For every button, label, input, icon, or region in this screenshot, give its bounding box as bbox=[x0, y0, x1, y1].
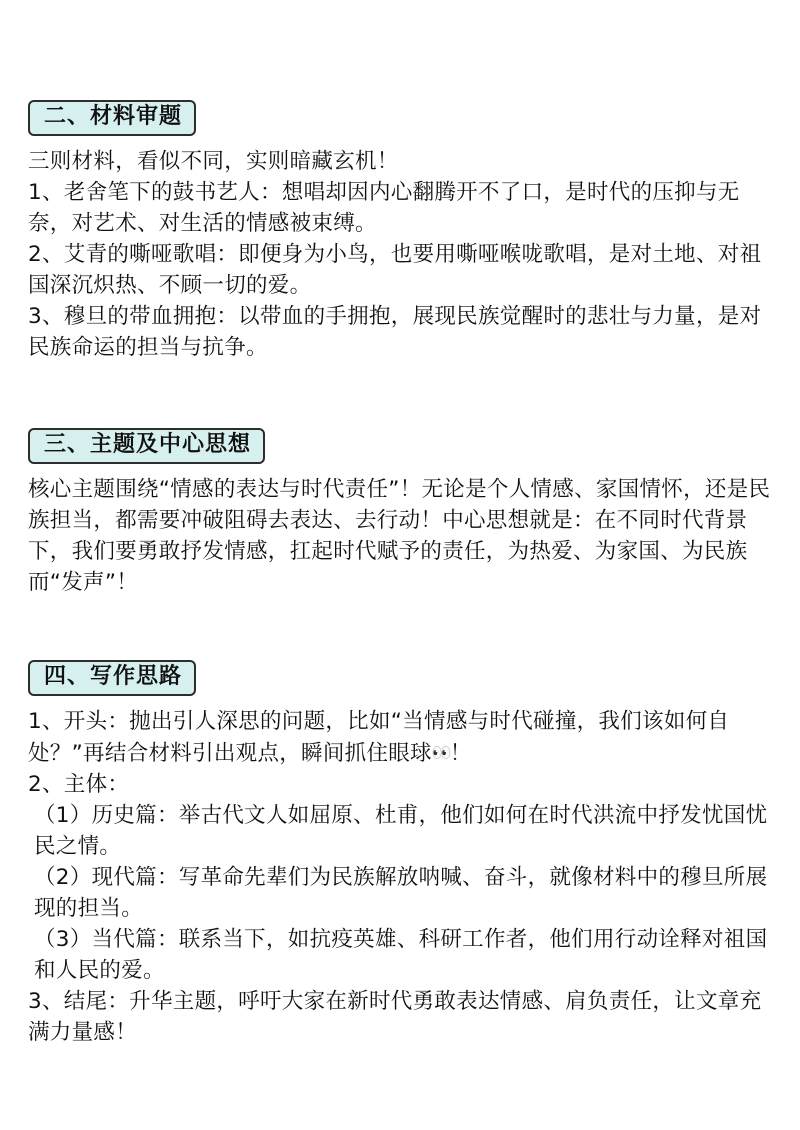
section-writing-approach bbox=[28, 660, 778, 1048]
material-item-1: 1、老舍笔下的鼓书艺人：想唱却因内心翻腾开不了口，是时代的压抑与无奈，对艺术、对生活的情感被束缚。 bbox=[28, 180, 740, 236]
body-item-modern: （2）现代篇：写革命先辈们为民族解放呐喊、奋斗，就像材料中的穆旦所展现的担当。 bbox=[34, 865, 768, 921]
body-label: 2、主体： bbox=[28, 772, 130, 797]
section-heading: 二、材料审题 bbox=[28, 100, 196, 136]
section-heading: 三、主题及中心思想 bbox=[28, 428, 265, 464]
opening-item bbox=[28, 706, 778, 769]
theme-paragraph: 核心主题围绕“情感的表达与时代责任”！无论是个人情感、家国情怀，还是民族担当，都需要冲破阻碍去表达、去行动！中心思想就是：在不同时代背景下，我们要勇敢抒发情感，扛起时代赋予的责任，为热爱、为家国、为民族而“发声”！ bbox=[28, 477, 771, 595]
opening-text: 1、开头：抛出引人深思的问题，比如“当情感与时代碰撞，我们该如何自处？”再结合材料引出观点，瞬间抓住眼球 bbox=[28, 709, 730, 766]
body-item-history: （1）历史篇：举古代文人如屈原、杜甫，他们如何在时代洪流中抒发忧国忧民之情。 bbox=[34, 803, 768, 859]
material-item-3: 3、穆旦的带血拥抱：以带血的手拥抱，展现民族觉醒时的悲壮与力量，是对民族命运的担当与抗争。 bbox=[28, 304, 762, 360]
intro-line: 三则材料，看似不同，实则暗藏玄机！ bbox=[28, 149, 399, 174]
opening-end: ！ bbox=[449, 741, 472, 766]
material-item-2: 2、艾青的嘶哑歌唱：即便身为小鸟，也要用嘶哑喉咙歌唱，是对土地、对祖国深沉炽热、不顾一切的爱。 bbox=[28, 242, 762, 298]
ending-item: 3、结尾：升华主题，呼吁大家在新时代勇敢表达情感、肩负责任，让文章充满力量感！ bbox=[28, 989, 762, 1045]
section-material-analysis bbox=[28, 100, 778, 363]
section-theme bbox=[28, 428, 778, 598]
body-item-contemporary: （3）当代篇：联系当下，如抗疫英雄、科研工作者，他们用行动诠释对祖国和人民的爱。 bbox=[34, 927, 768, 983]
section-heading: 四、写作思路 bbox=[28, 660, 196, 696]
eyes-icon: 👀 bbox=[431, 743, 450, 762]
